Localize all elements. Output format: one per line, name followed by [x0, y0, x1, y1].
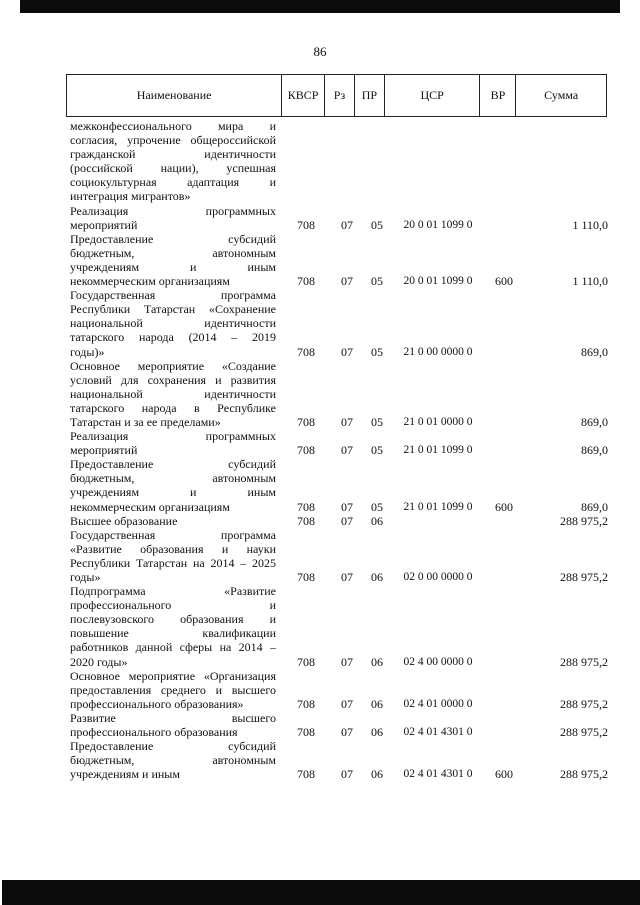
header-name: Наименование: [67, 75, 282, 116]
row-name: [70, 584, 276, 669]
row-csr: 21 0 01 1099 0: [403, 500, 473, 513]
row-name-line: повышение квалификации: [70, 626, 276, 641]
row-name-line: Республики Татарстан «Сохранение: [70, 302, 276, 317]
row-kvsr: 708: [297, 725, 315, 740]
row-sum: 288 975,2: [560, 767, 608, 782]
row-kvsr: 708: [297, 513, 315, 528]
row-kvsr: 708: [297, 654, 315, 669]
row-csr: 02 4 01 0000 0: [403, 697, 473, 710]
row-name-line: профессионального образования: [70, 725, 238, 740]
row-kvsr: 708: [297, 570, 315, 584]
row-name-line: межконфессионального мира и: [70, 119, 276, 133]
header-pr: ПР: [355, 75, 385, 116]
row-name-line: национальной идентичности: [70, 316, 276, 331]
table-body: [70, 119, 610, 781]
row-pr: 06: [371, 725, 383, 740]
table-row: [70, 739, 610, 781]
row-name-line: Предоставление субсидий: [70, 231, 276, 246]
page-number: 86: [313, 44, 327, 59]
row-sum: 288 975,2: [560, 725, 608, 740]
row-csr: 20 0 01 1099 0: [403, 218, 473, 231]
header-csr: ЦСР: [385, 75, 481, 116]
table-row: [70, 457, 610, 513]
row-name: [70, 528, 276, 584]
scan-border-top: [20, 0, 620, 13]
table-row: [70, 232, 610, 288]
row-name: [70, 669, 276, 711]
row-pr: 06: [371, 696, 383, 711]
table-row: [70, 669, 610, 711]
row-kvsr: 708: [297, 274, 315, 289]
row-csr: 21 0 01 1099 0: [403, 444, 473, 457]
row-rz: 07: [341, 696, 353, 711]
row-kvsr: 708: [297, 217, 315, 232]
row-name-line: Государственная программа: [70, 288, 276, 303]
table-row: [70, 204, 610, 232]
row-name-line: мероприятий: [70, 217, 138, 232]
row-rz: 07: [341, 414, 353, 429]
row-csr: 02 4 00 0000 0: [403, 655, 473, 668]
row-sum: 869,0: [581, 344, 608, 359]
row-name-line: Реализация программных: [70, 203, 276, 218]
row-name-line: годы)»: [70, 344, 105, 359]
row-sum: 288 975,2: [560, 513, 608, 528]
row-pr: 05: [371, 217, 383, 232]
row-kvsr: 708: [297, 499, 315, 514]
table-header: [66, 74, 607, 117]
row-sum: 288 975,2: [560, 570, 608, 584]
row-pr: 06: [371, 513, 383, 528]
row-kvsr: 708: [297, 344, 315, 359]
row-vr: 600: [495, 274, 513, 289]
row-name: [70, 232, 276, 288]
row-name: [70, 457, 276, 513]
scan-border-bottom: [2, 880, 640, 905]
row-name: [70, 711, 276, 739]
row-name-line: мероприятий: [70, 443, 138, 458]
row-name-line: татарского народа (2014 – 2019: [70, 330, 276, 345]
row-pr: 06: [371, 654, 383, 669]
row-sum: 288 975,2: [560, 654, 608, 669]
row-pr: 05: [371, 499, 383, 514]
row-name-line: некоммерческим организациям: [70, 274, 230, 289]
table-row: [70, 359, 610, 429]
row-vr: 600: [495, 767, 513, 782]
row-kvsr: 708: [297, 414, 315, 429]
row-kvsr: 708: [297, 696, 315, 711]
row-sum: 288 975,2: [560, 696, 608, 711]
row-rz: 07: [341, 344, 353, 359]
row-name-line: предоставления среднего и высшего: [70, 682, 276, 697]
row-name-line: гражданской идентичности: [70, 147, 276, 162]
table-row: [70, 429, 610, 457]
header-sum: Сумма: [544, 88, 579, 102]
row-sum: 869,0: [581, 499, 608, 514]
row-name-line: интеграция мигрантов»: [70, 189, 191, 204]
row-pr: 05: [371, 443, 383, 458]
header-vr: ВР: [480, 75, 516, 116]
row-pr: 06: [371, 767, 383, 782]
row-name-line: годы»: [70, 570, 101, 584]
table-row: [70, 514, 610, 528]
row-rz: 07: [341, 767, 353, 782]
row-name-line: послевузовского образования и: [70, 612, 276, 627]
row-name-line: бюджетным, автономным: [70, 753, 276, 768]
row-sum: 1 110,0: [572, 274, 608, 289]
row-sum: 869,0: [581, 414, 608, 429]
row-rz: 07: [341, 654, 353, 669]
row-csr: 02 0 00 0000 0: [403, 571, 473, 583]
row-name-line: учреждениям и иным: [70, 259, 276, 274]
table-row: [70, 711, 610, 739]
header-rz: Рз: [325, 75, 355, 116]
row-name-line: учреждениям и иным: [70, 767, 180, 782]
row-name-line: бюджетным, автономным: [70, 471, 276, 486]
row-name-line: Предоставление субсидий: [70, 739, 276, 754]
table-row: [70, 288, 610, 358]
row-kvsr: 708: [297, 443, 315, 458]
row-name-line: Высшее образование: [70, 513, 178, 528]
row-name-line: (российской нации), успешная: [70, 161, 276, 176]
row-name-line: согласия, упрочение общероссийской: [70, 133, 276, 148]
row-name-line: национальной идентичности: [70, 386, 276, 401]
row-name: [70, 739, 276, 781]
row-name-line: учреждениям и иным: [70, 485, 276, 500]
row-name-line: работников данной сферы на 2014 –: [70, 640, 276, 655]
row-pr: 05: [371, 274, 383, 289]
row-name-line: Основное мероприятие «Создание: [70, 358, 276, 373]
row-name-line: профессионального и: [70, 598, 276, 613]
row-rz: 07: [341, 513, 353, 528]
row-vr: 600: [495, 499, 513, 514]
row-name-line: 2020 годы»: [70, 654, 128, 669]
row-name: [70, 119, 276, 204]
row-name-line: профессионального образования»: [70, 696, 244, 711]
row-name-line: некоммерческим организациям: [70, 499, 230, 514]
table-row: [70, 119, 610, 204]
row-name: [70, 204, 276, 232]
row-csr: 20 0 01 1099 0: [403, 275, 473, 288]
row-name-line: бюджетным, автономным: [70, 245, 276, 260]
row-name: [70, 288, 276, 358]
row-name-line: Развитие высшего: [70, 710, 276, 725]
row-csr: 02 4 01 4301 0: [403, 768, 473, 781]
table-row: [70, 528, 610, 584]
row-name-line: условий для сохранения и развития: [70, 372, 276, 387]
header-kvsr: КВСР: [282, 75, 325, 116]
row-name-line: Татарстан и за ее пределами»: [70, 414, 221, 429]
row-name-line: Предоставление субсидий: [70, 457, 276, 472]
row-name: [70, 429, 276, 457]
row-name-line: Реализация программных: [70, 429, 276, 444]
row-rz: 07: [341, 217, 353, 232]
row-pr: 05: [371, 344, 383, 359]
row-name-line: Государственная программа: [70, 527, 276, 542]
row-name-line: социокультурная адаптация и: [70, 175, 276, 190]
row-csr: 21 0 01 0000 0: [403, 415, 473, 428]
row-rz: 07: [341, 274, 353, 289]
row-name-line: татарского народа в Республике: [70, 400, 276, 415]
row-name-line: Республики Татарстан на 2014 – 2025: [70, 555, 276, 570]
row-rz: 07: [341, 443, 353, 458]
row-rz: 07: [341, 570, 353, 584]
row-sum: 869,0: [581, 443, 608, 458]
table-row: [70, 584, 610, 669]
row-rz: 07: [341, 499, 353, 514]
row-name-line: Подпрограмма «Развитие: [70, 584, 276, 599]
row-csr: 21 0 00 0000 0: [403, 345, 473, 358]
row-pr: 05: [371, 414, 383, 429]
row-name: [70, 514, 276, 528]
row-rz: 07: [341, 725, 353, 740]
row-csr: 02 4 01 4301 0: [403, 726, 473, 739]
row-name-line: «Развитие образования и науки: [70, 541, 276, 556]
row-kvsr: 708: [297, 767, 315, 782]
row-name: [70, 359, 276, 429]
row-sum: 1 110,0: [572, 217, 608, 232]
row-name-line: Основное мероприятие «Организация: [70, 668, 276, 683]
row-pr: 06: [371, 570, 383, 584]
